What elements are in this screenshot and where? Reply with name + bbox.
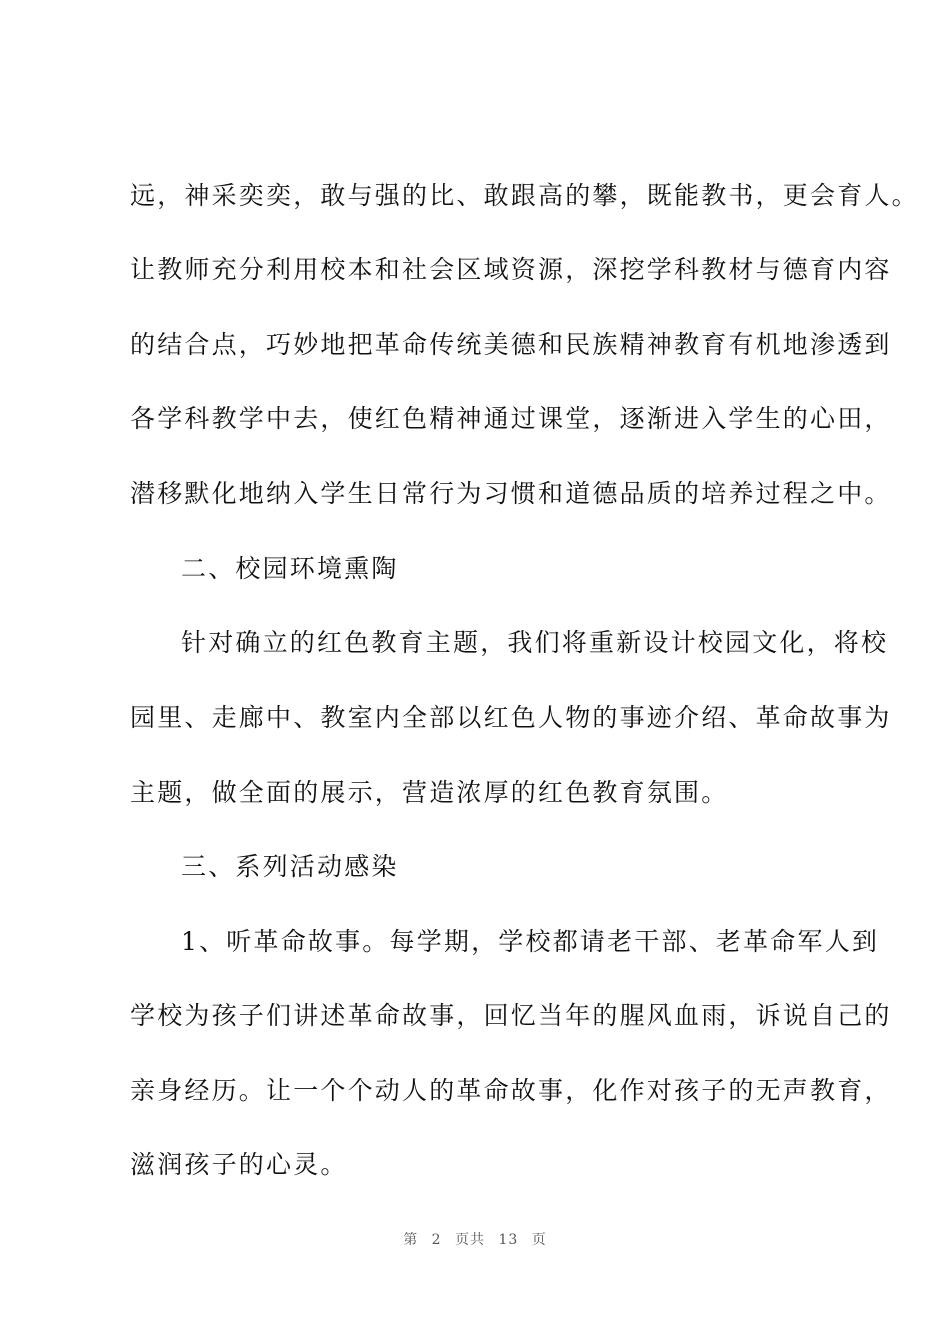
body-line-1: 远，神采奕奕，敢与强的比、敢跟高的攀，既能教书，更会育人。 [130,181,919,210]
section-heading-2: 二、校园环境熏陶 [181,554,399,583]
body-line-9: 主题，做全面的展示，营造浓厚的红色教育氛围。 [130,778,729,807]
footer-middle: 页共 [455,1232,486,1248]
body-line-14: 滋润孩子的心灵。 [130,1150,348,1179]
body-line-11: 1、听革命故事。每学期，学校都请老干部、老革命军人到 [181,927,880,956]
section-heading-3: 三、系列活动感染 [181,852,399,881]
body-line-7: 针对确立的红色教育主题，我们将重新设计校园文化，将校 [181,628,889,657]
footer-prefix: 第 [403,1232,419,1248]
footer-page-number: 2 [431,1232,442,1248]
footer-total-pages: 13 [498,1232,519,1248]
body-line-12: 学校为孩子们讲述革命故事，回忆当年的腥风血雨，诉说自己的 [130,1001,892,1030]
body-line-13: 亲身经历。让一个个动人的革命故事，化作对孩子的无声教育， [130,1076,892,1105]
footer-suffix: 页 [531,1232,547,1248]
body-line-3: 的结合点，巧妙地把革命传统美德和民族精神教育有机地渗透到 [130,330,892,359]
body-line-8: 园里、走廊中、教室内全部以红色人物的事迹介绍、革命故事为 [130,703,892,732]
page-footer [0,1228,950,1252]
body-line-4: 各学科教学中去，使红色精神通过课堂，逐渐进入学生的心田， [130,404,892,433]
body-line-2: 让教师充分利用校本和社会区域资源，深挖学科教材与德育内容 [130,255,892,284]
body-line-5: 潜移默化地纳入学生日常行为习惯和道德品质的培养过程之中。 [130,479,892,508]
